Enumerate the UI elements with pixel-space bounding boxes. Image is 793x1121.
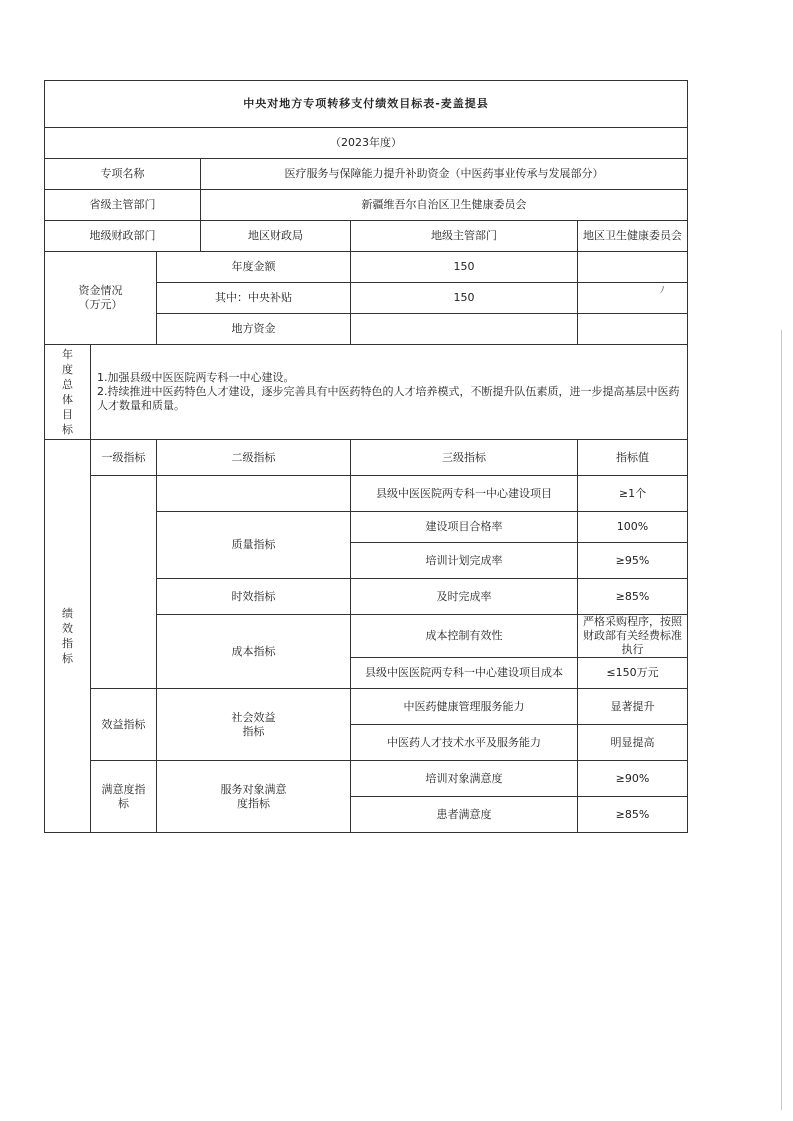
page-title: 中央对地方专项转移支付绩效目标表-麦盖提县 [45,81,688,128]
output-level2-cell [157,476,351,512]
quality-level2-cell: 质量指标 [157,512,351,579]
indicator-value-cell: ≥95% [578,543,688,579]
level3-cell: 培训对象满意度 [351,761,578,797]
level3-cell: 县级中医医院两专科一中心建设项目 [351,476,578,512]
funds-label-line2: （万元） [78,298,123,311]
benefit-level1-cell: 效益指标 [91,689,157,761]
annual-goal-label-text: 年度总体目标 [62,348,73,436]
indicator-value-cell: ≥90% [578,761,688,797]
satisfaction-level1-cell [91,761,157,833]
funds-row-label: 其中：中央补贴 [157,283,351,314]
provincial-dept-value: 新疆维吾尔自治区卫生健康委员会 [201,190,688,221]
indicators-section-label [45,440,91,833]
annual-goal-content [91,345,688,440]
scan-edge-line [781,330,782,1110]
level3-cell: 成本控制有效性 [351,615,578,658]
local-finance-value: 地区财政局 [201,221,351,252]
fiscal-year: （2023年度） [45,128,688,159]
benefit-level2-text: 社会效益指标 [231,710,276,738]
satisfaction-level2-cell [157,761,351,833]
funds-row-label: 地方资金 [157,314,351,345]
indicator-value-cell: 显著提升 [578,689,688,725]
project-name-value: 医疗服务与保障能力提升补助资金（中医药事业传承与发展部分） [201,159,688,190]
satisfaction-level1-text: 满意度指标 [101,782,146,810]
output-level1-cell [91,476,157,689]
local-admin-value: 地区卫生健康委员会 [578,221,688,252]
header-value: 指标值 [578,440,688,476]
level3-cell: 中医药人才技术水平及服务能力 [351,725,578,761]
scan-mark: ﾉ [660,286,665,296]
cost-level2-cell: 成本指标 [157,615,351,689]
level3-cell: 建设项目合格率 [351,512,578,543]
local-finance-label: 地级财政部门 [45,221,201,252]
annual-goal-line: 2.持续推进中医药特色人才建设，逐步完善具有中医药特色的人才培养模式，不断提升队伍素质，进一步提高基层中医药人才数量和质量。 [97,385,680,412]
annual-goal-label [45,345,91,440]
indicator-value-cell: 100% [578,512,688,543]
annual-goal-line: 1.加强县级中医医院两专科一中心建设。 [97,371,295,384]
header-level1: 一级指标 [91,440,157,476]
performance-target-table [44,80,688,833]
funds-row-blank [578,314,688,345]
funds-row-label: 年度金额 [157,252,351,283]
funds-label-line1: 资金情况 [78,284,123,297]
level3-cell: 中医药健康管理服务能力 [351,689,578,725]
project-name-label: 专项名称 [45,159,201,190]
benefit-level2-cell [157,689,351,761]
funds-row-blank [578,283,688,314]
provincial-dept-label: 省级主管部门 [45,190,201,221]
indicator-value-cell: ≥85% [578,797,688,833]
indicator-value-cell: ≥1个 [578,476,688,512]
level3-cell: 县级中医医院两专科一中心建设项目成本 [351,658,578,689]
local-admin-label: 地级主管部门 [351,221,578,252]
indicator-value-cell: ≤150万元 [578,658,688,689]
timeliness-level2-cell: 时效指标 [157,579,351,615]
satisfaction-level2-text: 服务对象满意度指标 [220,782,287,810]
header-level2: 二级指标 [157,440,351,476]
funds-row-value: 150 [351,252,578,283]
indicator-value-cell: 严格采购程序，按照财政部有关经费标准执行 [578,615,688,658]
level3-cell: 及时完成率 [351,579,578,615]
indicator-value-cell: ≥85% [578,579,688,615]
indicators-section-label-text: 绩效指标 [62,607,73,665]
level3-cell: 患者满意度 [351,797,578,833]
funds-row-value: 150 [351,283,578,314]
indicator-value-cell: 明显提高 [578,725,688,761]
header-level3: 三级指标 [351,440,578,476]
funds-row-value [351,314,578,345]
funds-row-blank [578,252,688,283]
funds-label [45,252,157,345]
level3-cell: 培训计划完成率 [351,543,578,579]
